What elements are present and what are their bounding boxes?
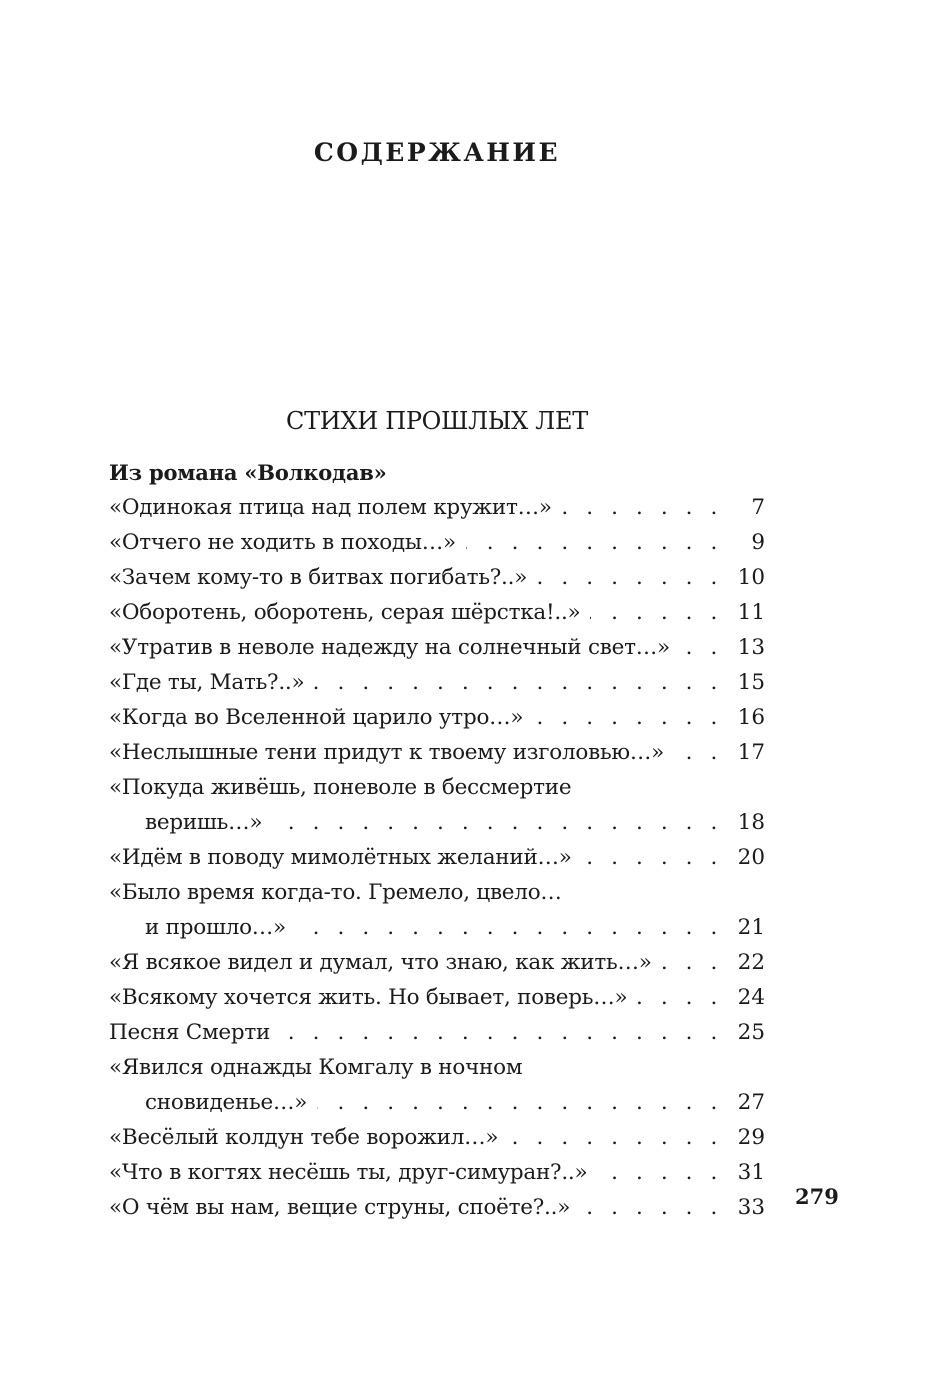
toc-page-number: 15 [737, 670, 765, 695]
toc-dot-leader [580, 1190, 723, 1225]
toc-entry [109, 1050, 765, 1120]
toc-dot-leader [533, 700, 723, 735]
toc-entry [109, 770, 765, 840]
toc-dot-leader [508, 1120, 723, 1155]
toc-entry-title: «Я всякое видел и думал, что знаю, как жить…» [109, 950, 652, 975]
table-of-contents [109, 455, 765, 1225]
toc-entry-title: «Утратив в неволе надежду на солнечный свет…» [109, 635, 670, 660]
toc-entry [109, 595, 765, 630]
toc-entry-line [109, 1120, 765, 1155]
toc-page-number: 24 [737, 985, 765, 1010]
toc-entry-title: Песня Смерти [109, 1020, 271, 1045]
toc-entry-title: «Идём в поводу мимолётных желаний…» [109, 845, 572, 870]
toc-entry [109, 665, 765, 700]
toc-entry-title: «О чём вы нам, вещие струны, споёте?..» [109, 1195, 571, 1220]
toc-entry [109, 630, 765, 665]
toc-dot-leader [562, 490, 723, 525]
toc-dot-leader [272, 805, 723, 840]
toc-entry-line [109, 840, 765, 875]
toc-dot-leader [662, 945, 723, 980]
toc-entry [109, 945, 765, 980]
toc-page-number: 21 [737, 915, 765, 940]
toc-entry [109, 980, 765, 1015]
toc-entry-title: «Весёлый колдун тебе ворожил…» [109, 1125, 499, 1150]
toc-entry-line [109, 665, 765, 700]
toc-entry-line [109, 630, 765, 665]
toc-entry-line [109, 875, 765, 910]
toc-dot-leader [582, 840, 723, 875]
toc-dot-leader [590, 595, 723, 630]
toc-entry-title: и прошло…» [145, 915, 286, 940]
toc-page-number: 7 [751, 495, 765, 520]
toc-entry-title: «Всякому хочется жить. Но бывает, поверь…» [109, 985, 628, 1010]
toc-entry [109, 1190, 765, 1225]
toc-dot-leader [314, 665, 723, 700]
toc-page-number: 25 [737, 1020, 765, 1045]
toc-page-number: 10 [737, 565, 765, 590]
toc-entry-line [109, 980, 765, 1015]
toc-entry-title: «Отчего не ходить в походы…» [109, 530, 456, 555]
toc-entry [109, 1015, 765, 1050]
toc-entry-title: «Где ты, Мать?..» [109, 670, 305, 695]
toc-entry-title: «Когда во Вселенной царило утро…» [109, 705, 524, 730]
toc-entry-line [109, 490, 765, 525]
toc-entry [109, 700, 765, 735]
toc-entry-line [109, 910, 765, 945]
page-title: СОДЕРЖАНИЕ [313, 138, 561, 167]
toc-page-number: 22 [737, 950, 765, 975]
toc-entry-title: «Явился однажды Комгалу в ночном [109, 1055, 523, 1080]
toc-entry-line [109, 1050, 765, 1085]
toc-page-number: 33 [737, 1195, 765, 1220]
toc-dot-leader [674, 735, 723, 770]
toc-entry-title: «Зачем кому-то в битвах погибать?..» [109, 565, 528, 590]
toc-entry-title: «Оборотень, оборотень, серая шёрстка!..» [109, 600, 581, 625]
toc-entry [109, 490, 765, 525]
toc-dot-leader [537, 560, 723, 595]
toc-page-number: 9 [751, 530, 765, 555]
toc-entry-line [109, 1085, 765, 1120]
toc-entry-title: «Было время когда-то. Гремело, цвело… [109, 880, 562, 905]
toc-entry-title: веришь…» [145, 810, 263, 835]
section-title: СТИХИ ПРОШЛЫХ ЛЕТ [286, 407, 588, 435]
toc-dot-leader [680, 630, 723, 665]
toc-entry-line [109, 945, 765, 980]
toc-entry-line [109, 1155, 765, 1190]
toc-page-number: 16 [737, 705, 765, 730]
toc-entry-line [109, 700, 765, 735]
toc-entry-line [109, 525, 765, 560]
toc-page-number: 17 [737, 740, 765, 765]
subsection-title: Из романа «Волкодав» [109, 460, 387, 485]
toc-page-number: 20 [737, 845, 765, 870]
toc-page-number: 11 [737, 600, 765, 625]
toc-entry-line [109, 1015, 765, 1050]
toc-entry-title: «Одинокая птица над полем кружит…» [109, 495, 552, 520]
toc-page-number: 18 [737, 810, 765, 835]
toc-entry-line [109, 595, 765, 630]
toc-dot-leader [466, 525, 723, 560]
toc-entry-line [109, 770, 765, 805]
toc-entry-title: «Неслышные тени придут к твоему изголовью…» [109, 740, 665, 765]
toc-entry-title: «Что в когтях несёшь ты, друг-симуран?..» [109, 1160, 588, 1185]
toc-entries [109, 490, 765, 1225]
toc-dot-leader [280, 1015, 723, 1050]
toc-entry [109, 560, 765, 595]
toc-dot-leader [637, 980, 723, 1015]
toc-entry [109, 525, 765, 560]
toc-dot-leader [317, 1085, 723, 1120]
toc-entry-title: сновиденье…» [145, 1090, 308, 1115]
toc-entry-line [109, 805, 765, 840]
toc-entry-line [109, 735, 765, 770]
toc-page-number: 29 [737, 1125, 765, 1150]
toc-page-number: 13 [737, 635, 765, 660]
toc-entry [109, 840, 765, 875]
toc-entry [109, 735, 765, 770]
toc-entry-line [109, 1190, 765, 1225]
toc-dot-leader [597, 1155, 723, 1190]
page-number: 279 [795, 1184, 839, 1209]
toc-entry [109, 1120, 765, 1155]
toc-dot-leader [296, 910, 723, 945]
toc-entry [109, 1155, 765, 1190]
toc-entry [109, 875, 765, 945]
toc-page-number: 27 [737, 1090, 765, 1115]
toc-entry-line [109, 560, 765, 595]
toc-page-number: 31 [737, 1160, 765, 1185]
toc-entry-title: «Покуда живёшь, поневоле в бессмертие [109, 775, 572, 800]
